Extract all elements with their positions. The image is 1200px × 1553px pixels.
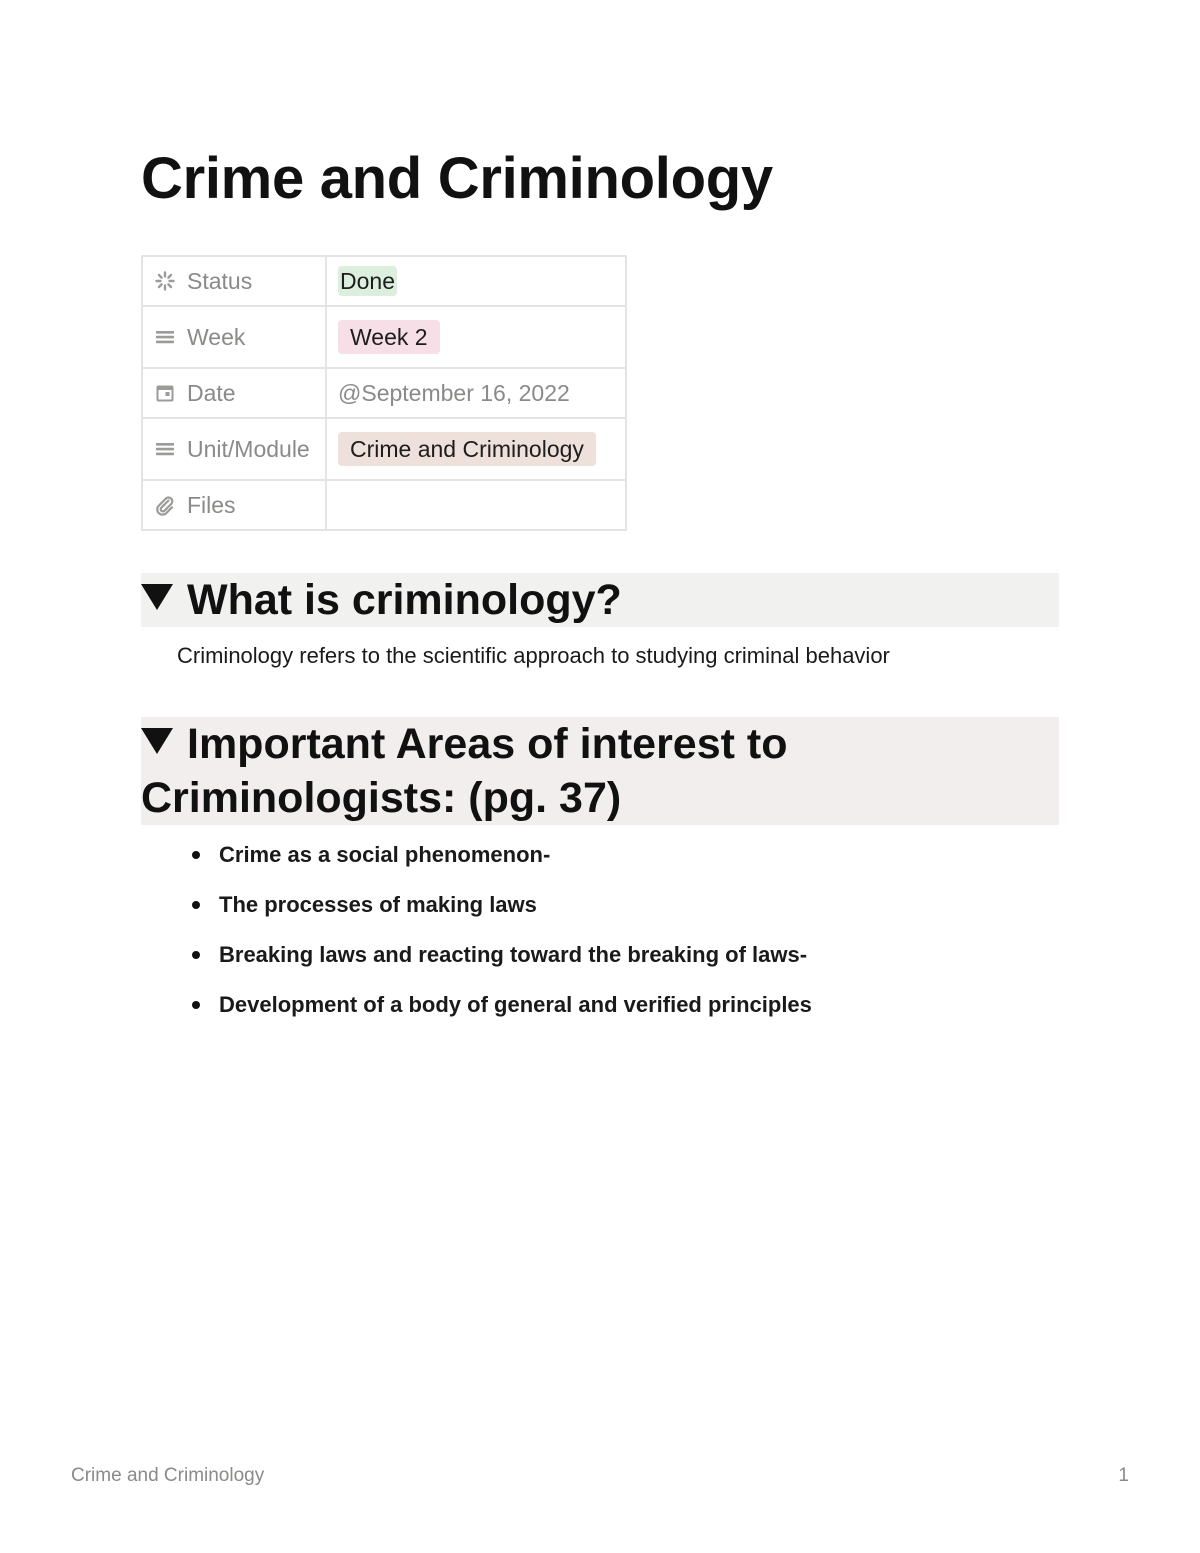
page-title: Crime and Criminology (141, 146, 773, 211)
bullet-dot-icon (192, 951, 200, 959)
calendar-icon (154, 382, 176, 404)
heading-text-line-2: Criminologists: (pg. 37) (141, 774, 622, 822)
paperclip-icon (154, 494, 176, 516)
toggle-heading-what-is-criminology[interactable] (141, 573, 1059, 627)
toggle-heading-important-areas[interactable] (141, 717, 1059, 825)
week-tag: Week 2 (338, 320, 440, 354)
list-item-text: The processes of making laws (219, 892, 537, 917)
property-key-cell (142, 368, 326, 418)
property-key-status: Status (187, 267, 253, 294)
property-value-cell[interactable] (326, 368, 626, 418)
criminology-definition: Criminology refers to the scientific approach to studying criminal behavior (177, 643, 890, 668)
list-icon (154, 438, 176, 460)
toggle-triangle-icon[interactable] (141, 728, 173, 754)
bullet-dot-icon (192, 851, 200, 859)
property-row-week[interactable] (142, 306, 626, 368)
property-key-unit-module: Unit/Module (187, 435, 310, 462)
property-row-unit-module[interactable] (142, 418, 626, 480)
list-item (190, 988, 812, 1038)
footer-page-number: 1 (1118, 1465, 1129, 1486)
property-row-files[interactable] (142, 480, 626, 530)
list-item-text: Development of a body of general and verified principles (219, 992, 812, 1017)
property-value-cell[interactable] (326, 256, 626, 306)
unit-module-tag: Crime and Criminology (338, 432, 596, 466)
files-value-cell[interactable] (326, 480, 626, 530)
bullet-dot-icon (192, 1001, 200, 1009)
heading-text-line-1: Important Areas of interest to (187, 720, 788, 768)
list-item-text: Crime as a social phenomenon- (219, 842, 551, 867)
list-item-text: Breaking laws and reacting toward the breaking of laws- (219, 942, 808, 967)
list-icon (154, 326, 176, 348)
property-key-cell (142, 480, 326, 530)
list-item (190, 938, 812, 988)
properties-table (141, 255, 627, 531)
areas-bullet-list (190, 838, 812, 1038)
property-value-cell[interactable] (326, 418, 626, 480)
status-spinner-icon (154, 270, 176, 292)
property-value-cell[interactable] (326, 306, 626, 368)
list-item (190, 888, 812, 938)
date-value: @September 16, 2022 (338, 379, 570, 406)
footer-title: Crime and Criminology (71, 1465, 265, 1486)
toggle-triangle-icon[interactable] (141, 584, 173, 610)
heading-text: What is criminology? (187, 576, 622, 624)
property-row-date[interactable] (142, 368, 626, 418)
property-key-files: Files (187, 491, 236, 518)
property-key-week: Week (187, 323, 246, 350)
status-badge: Done (340, 268, 395, 294)
list-item (190, 838, 812, 888)
property-key-cell (142, 306, 326, 368)
bullet-dot-icon (192, 901, 200, 909)
property-row-status[interactable] (142, 256, 626, 306)
property-key-cell (142, 256, 326, 306)
property-key-cell (142, 418, 326, 480)
property-key-date: Date (187, 379, 236, 406)
